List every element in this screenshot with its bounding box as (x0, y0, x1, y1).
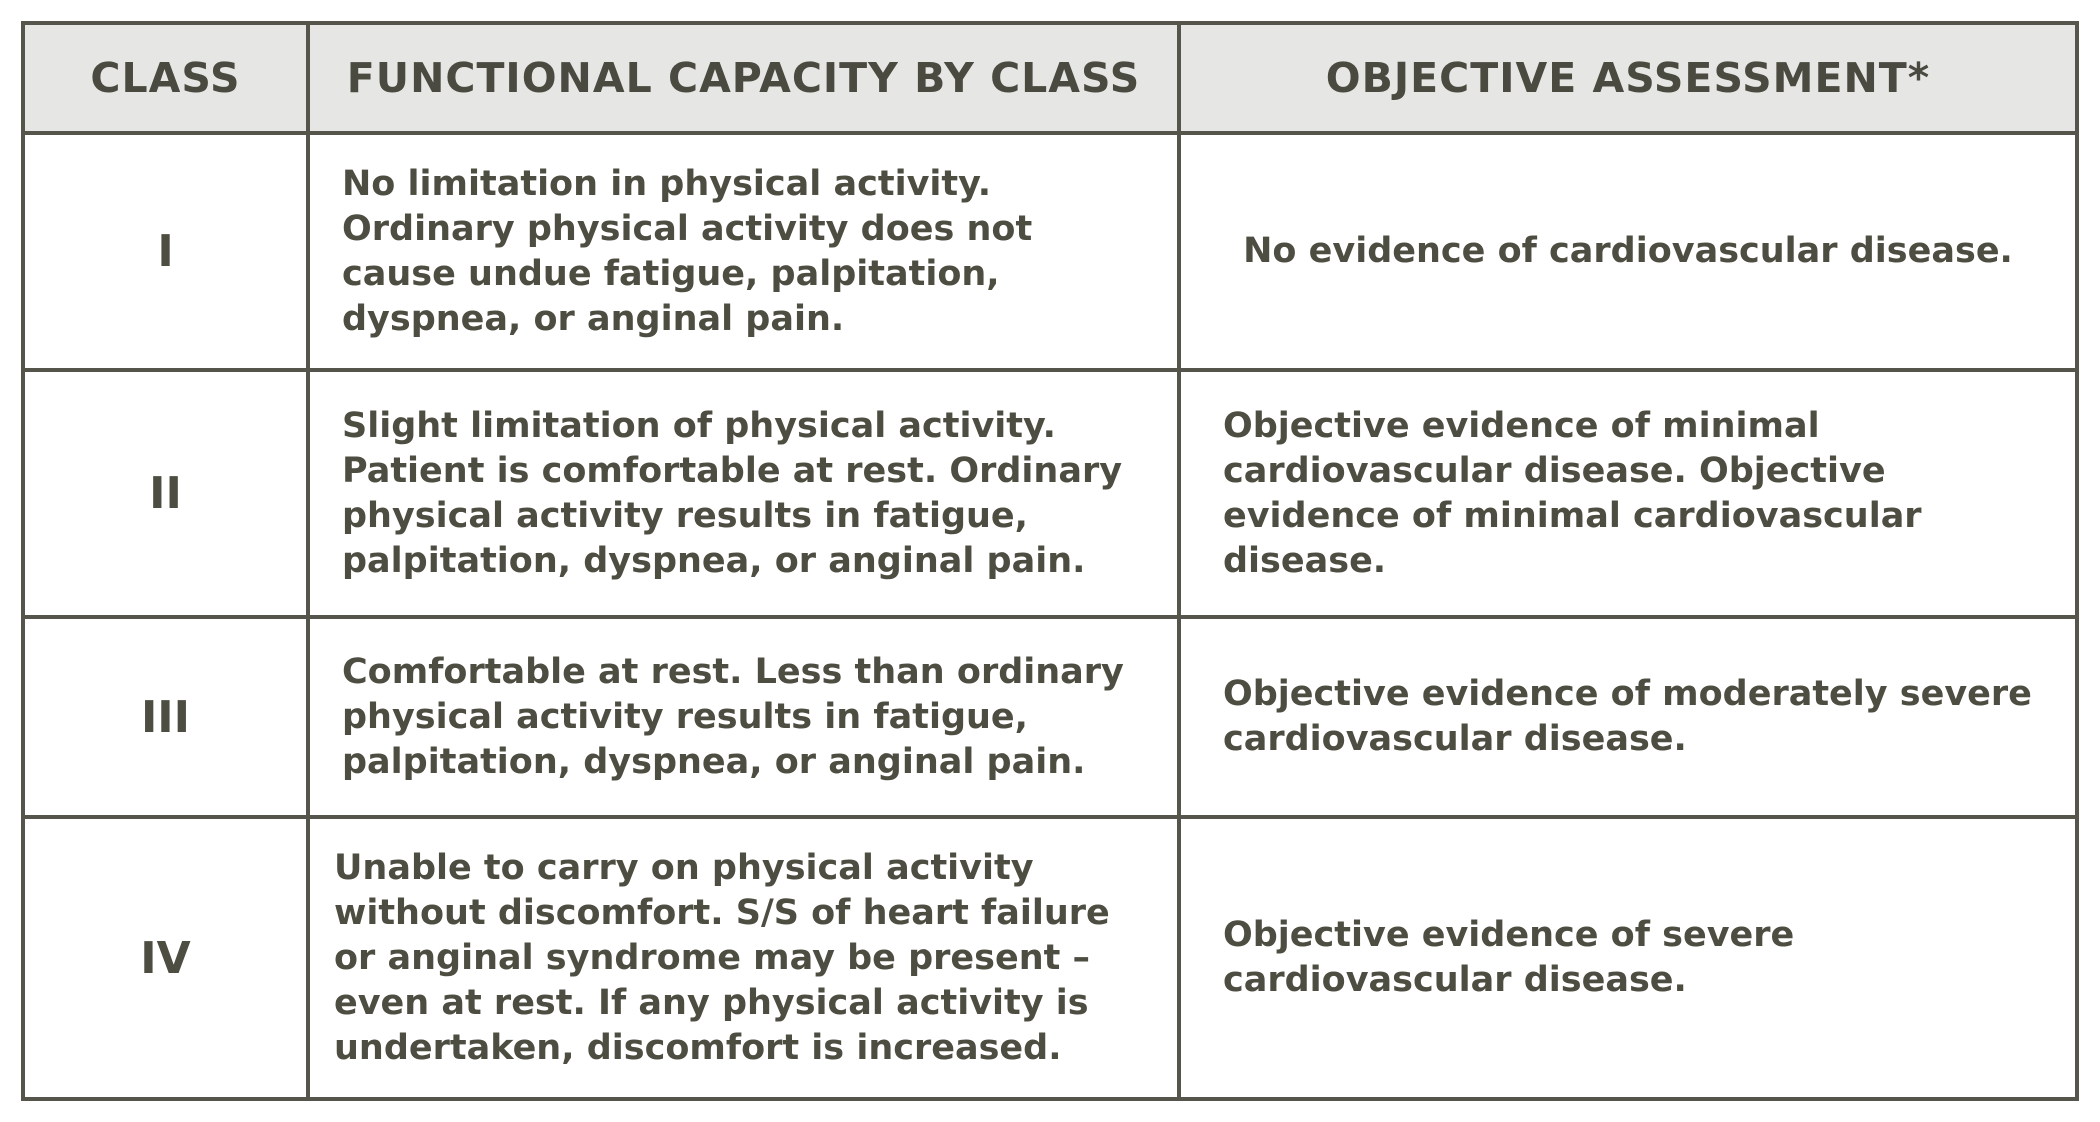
objective-text-2 (1223, 404, 2045, 584)
class-label-4: IV (140, 932, 191, 984)
functional-cell-4 (310, 819, 1181, 1097)
objective-text-4-start: Objective evidence of (1223, 915, 1663, 955)
objective-text-2-end: cardiovascular disease. (1223, 495, 1922, 581)
class-label-3: III (140, 691, 191, 743)
objective-text-2-emphasis: minimal (1463, 495, 1621, 536)
class-cell-1 (25, 135, 310, 372)
objective-cell-1 (1181, 135, 2075, 372)
functional-text-1: No limitation in physical activity. Ordinary physical activity does not cause undue fatigue, palpitation, dyspnea, or anginal pain. (342, 163, 1033, 339)
objective-cell-4 (1181, 819, 2075, 1097)
class-cell-3 (25, 619, 310, 819)
objective-text-3-end: severe cardiovascular disease. (1223, 674, 2032, 759)
functional-text-2: Slight limitation of physical activity. Patient is comfortable at rest. Ordinary physical activity results in fatigue, palpitation, dyspnea, or anginal pain. (342, 405, 1123, 581)
class-cell-4 (25, 819, 310, 1097)
objective-text-2-start: Objective evidence of minimal cardiovascular disease. Objective evidence of (1223, 405, 1886, 536)
header-class (25, 25, 310, 135)
objective-text-3-emphasis: moderately (1662, 674, 1888, 714)
header-functional-capacity-label: FUNCTIONAL CAPACITY BY CLASS (346, 53, 1141, 102)
objective-cell-2 (1181, 372, 2075, 619)
functional-cell-3 (310, 619, 1181, 819)
header-objective-assessment (1181, 25, 2075, 135)
functional-text-4: Unable to carry on physical activity without discomfort. S/S of heart failure or anginal syndrome may be present – even at rest. If any physical activity is undertaken, discomfort is increased. (334, 847, 1110, 1068)
objective-text-4-end: cardiovascular disease. (1223, 960, 1687, 1000)
header-class-label: CLASS (90, 53, 241, 102)
class-cell-2 (25, 372, 310, 619)
objective-text-3 (1223, 672, 2045, 762)
header-objective-assessment-label: OBJECTIVE ASSESSMENT* (1325, 53, 1931, 102)
header-functional-capacity (310, 25, 1181, 135)
objective-text-3-start: Objective evidence of (1223, 674, 1663, 714)
functional-cell-2 (310, 372, 1181, 619)
functional-text-3: Comfortable at rest. Less than ordinary physical activity results in fatigue, palpitation, dyspnea, or anginal pain. (342, 651, 1124, 782)
objective-text-1: No evidence of cardiovascular disease. (1243, 231, 2013, 271)
objective-text-4 (1223, 913, 2045, 1003)
functional-classification-table (21, 21, 2079, 1101)
functional-cell-1 (310, 135, 1181, 372)
objective-cell-3 (1181, 619, 2075, 819)
class-label-1: I (157, 226, 174, 277)
class-label-2: II (149, 468, 182, 519)
objective-text-4-emphasis: severe (1662, 915, 1795, 955)
